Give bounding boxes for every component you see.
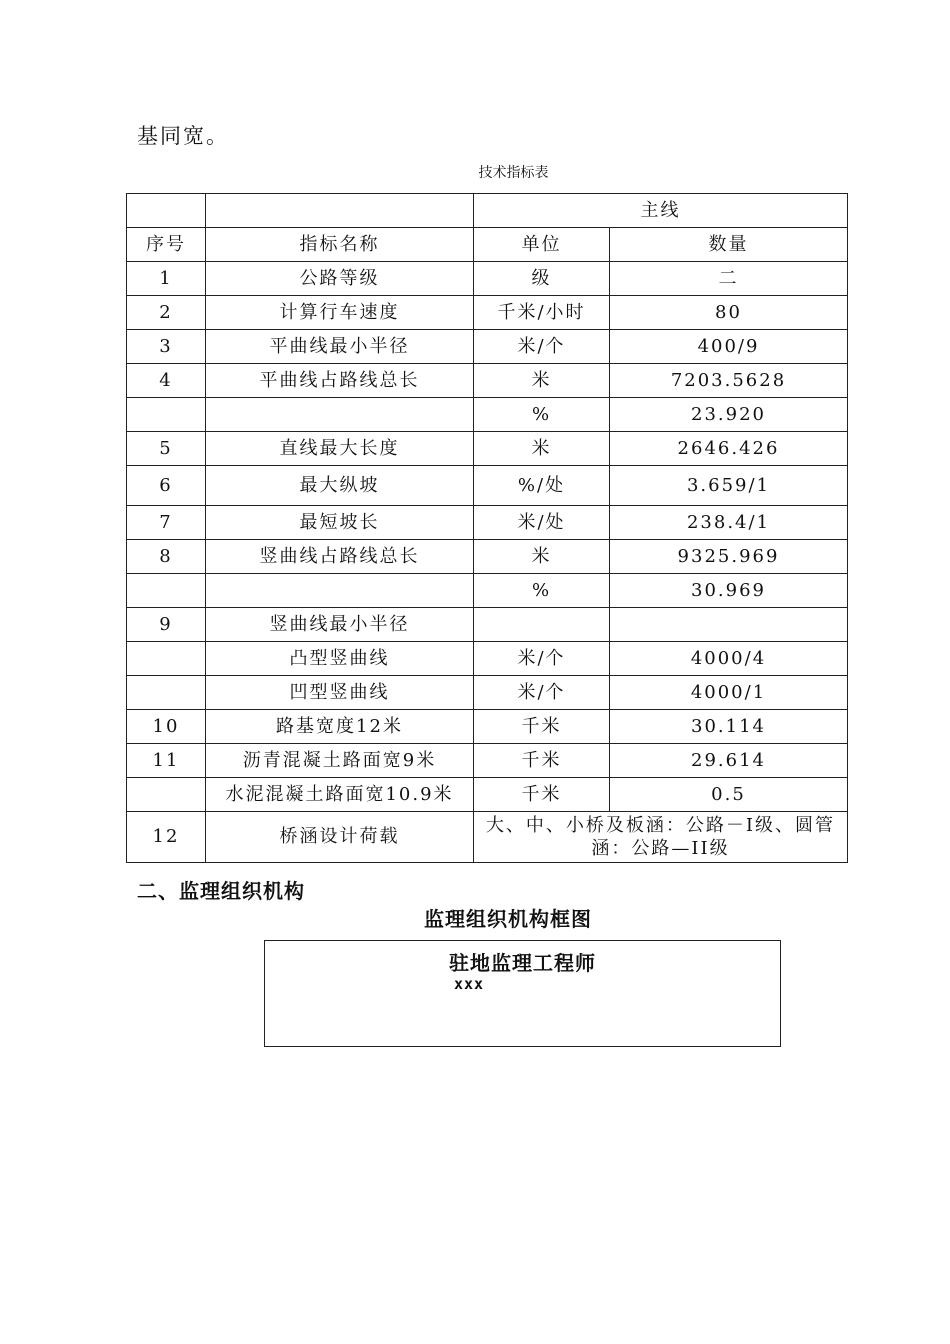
row-unit: 米/个 — [474, 330, 610, 364]
header-name: 指标名称 — [206, 228, 474, 262]
row-unit: 米 — [474, 540, 610, 574]
row-no — [127, 778, 206, 812]
row-unit: 级 — [474, 262, 610, 296]
row-name: 平曲线最小半径 — [206, 330, 474, 364]
row-unit: 千米 — [474, 778, 610, 812]
row-qty: 3.659/1 — [610, 466, 848, 506]
header-no: 序号 — [127, 228, 206, 262]
row-name: 最大纵坡 — [206, 466, 474, 506]
table-row — [127, 330, 848, 364]
table-row — [127, 398, 848, 432]
row-no: 12 — [127, 812, 206, 863]
row-name — [206, 398, 474, 432]
row-name: 凹型竖曲线 — [206, 676, 474, 710]
table-row — [127, 262, 848, 296]
row-unit — [474, 608, 610, 642]
row-qty: 30.114 — [610, 710, 848, 744]
row-no: 10 — [127, 710, 206, 744]
row-qty: 7203.5628 — [610, 364, 848, 398]
row-no — [127, 642, 206, 676]
org-person-name: xxx — [454, 975, 485, 993]
table-row — [127, 710, 848, 744]
table-row — [127, 574, 848, 608]
table-row — [127, 364, 848, 398]
row-name: 最短坡长 — [206, 506, 474, 540]
row-unit: %/处 — [474, 466, 610, 506]
table-row — [127, 432, 848, 466]
header-qty: 数量 — [610, 228, 848, 262]
header-unit: 单位 — [474, 228, 610, 262]
row-no — [127, 398, 206, 432]
row-qty: 238.4/1 — [610, 506, 848, 540]
row-no — [127, 574, 206, 608]
row-no — [127, 676, 206, 710]
row-qty: 80 — [610, 296, 848, 330]
row-qty: 23.920 — [610, 398, 848, 432]
row-unit: 米/个 — [474, 676, 610, 710]
header-blank-cell — [127, 194, 206, 228]
row-no: 1 — [127, 262, 206, 296]
row-qty: 30.969 — [610, 574, 848, 608]
row-unit: 米 — [474, 432, 610, 466]
row-name: 凸型竖曲线 — [206, 642, 474, 676]
row-name: 沥青混凝土路面宽9米 — [206, 744, 474, 778]
row-no: 3 — [127, 330, 206, 364]
org-chart-title: 监理组织机构框图 — [424, 907, 592, 931]
org-chart-box — [264, 940, 781, 1047]
table-caption: 技术指标表 — [478, 165, 549, 181]
table-row — [127, 506, 848, 540]
row-no: 6 — [127, 466, 206, 506]
row-name: 竖曲线最小半径 — [206, 608, 474, 642]
row-qty: 0.5 — [610, 778, 848, 812]
row-name: 竖曲线占路线总长 — [206, 540, 474, 574]
table-row — [127, 744, 848, 778]
table-row — [127, 296, 848, 330]
row-name: 水泥混凝土路面宽10.9米 — [206, 778, 474, 812]
table-row — [127, 676, 848, 710]
table-row — [127, 608, 848, 642]
row-qty: 9325.969 — [610, 540, 848, 574]
row-qty: 400/9 — [610, 330, 848, 364]
row-no: 8 — [127, 540, 206, 574]
row-unit: 千米 — [474, 710, 610, 744]
row-unit: 米 — [474, 364, 610, 398]
row-unit: 米/个 — [474, 642, 610, 676]
table-group-header-row — [127, 194, 848, 228]
row-unit: 千米 — [474, 744, 610, 778]
row-name: 平曲线占路线总长 — [206, 364, 474, 398]
row-unit: % — [474, 574, 610, 608]
row-unit: % — [474, 398, 610, 432]
group-header-mainline: 主线 — [474, 194, 848, 228]
row-no: 4 — [127, 364, 206, 398]
row-no: 9 — [127, 608, 206, 642]
row-no: 7 — [127, 506, 206, 540]
row-no: 11 — [127, 744, 206, 778]
row-name: 计算行车速度 — [206, 296, 474, 330]
header-blank-cell — [206, 194, 474, 228]
table-row — [127, 778, 848, 812]
org-role: 驻地监理工程师 — [449, 951, 596, 975]
table-row — [127, 540, 848, 574]
row-no: 2 — [127, 296, 206, 330]
table-header-row — [127, 228, 848, 262]
row-name: 桥涵设计荷载 — [206, 812, 474, 863]
table-row — [127, 642, 848, 676]
section-heading: 二、监理组织机构 — [137, 879, 305, 903]
row-name: 直线最大长度 — [206, 432, 474, 466]
row-qty: 2646.426 — [610, 432, 848, 466]
row-qty: 4000/1 — [610, 676, 848, 710]
intro-text: 基同宽。 — [137, 124, 229, 148]
row-merged-value: 大、中、小桥及板涵：公路－I级、圆管涵：公路—II级 — [474, 812, 848, 863]
row-no: 5 — [127, 432, 206, 466]
row-qty: 4000/4 — [610, 642, 848, 676]
row-name — [206, 574, 474, 608]
row-qty: 29.614 — [610, 744, 848, 778]
row-qty: 二 — [610, 262, 848, 296]
row-name: 公路等级 — [206, 262, 474, 296]
row-qty — [610, 608, 848, 642]
row-unit: 千米/小时 — [474, 296, 610, 330]
row-unit: 米/处 — [474, 506, 610, 540]
table-row — [127, 466, 848, 506]
technical-index-table — [126, 193, 848, 863]
table-row-load — [127, 812, 848, 863]
row-name: 路基宽度12米 — [206, 710, 474, 744]
